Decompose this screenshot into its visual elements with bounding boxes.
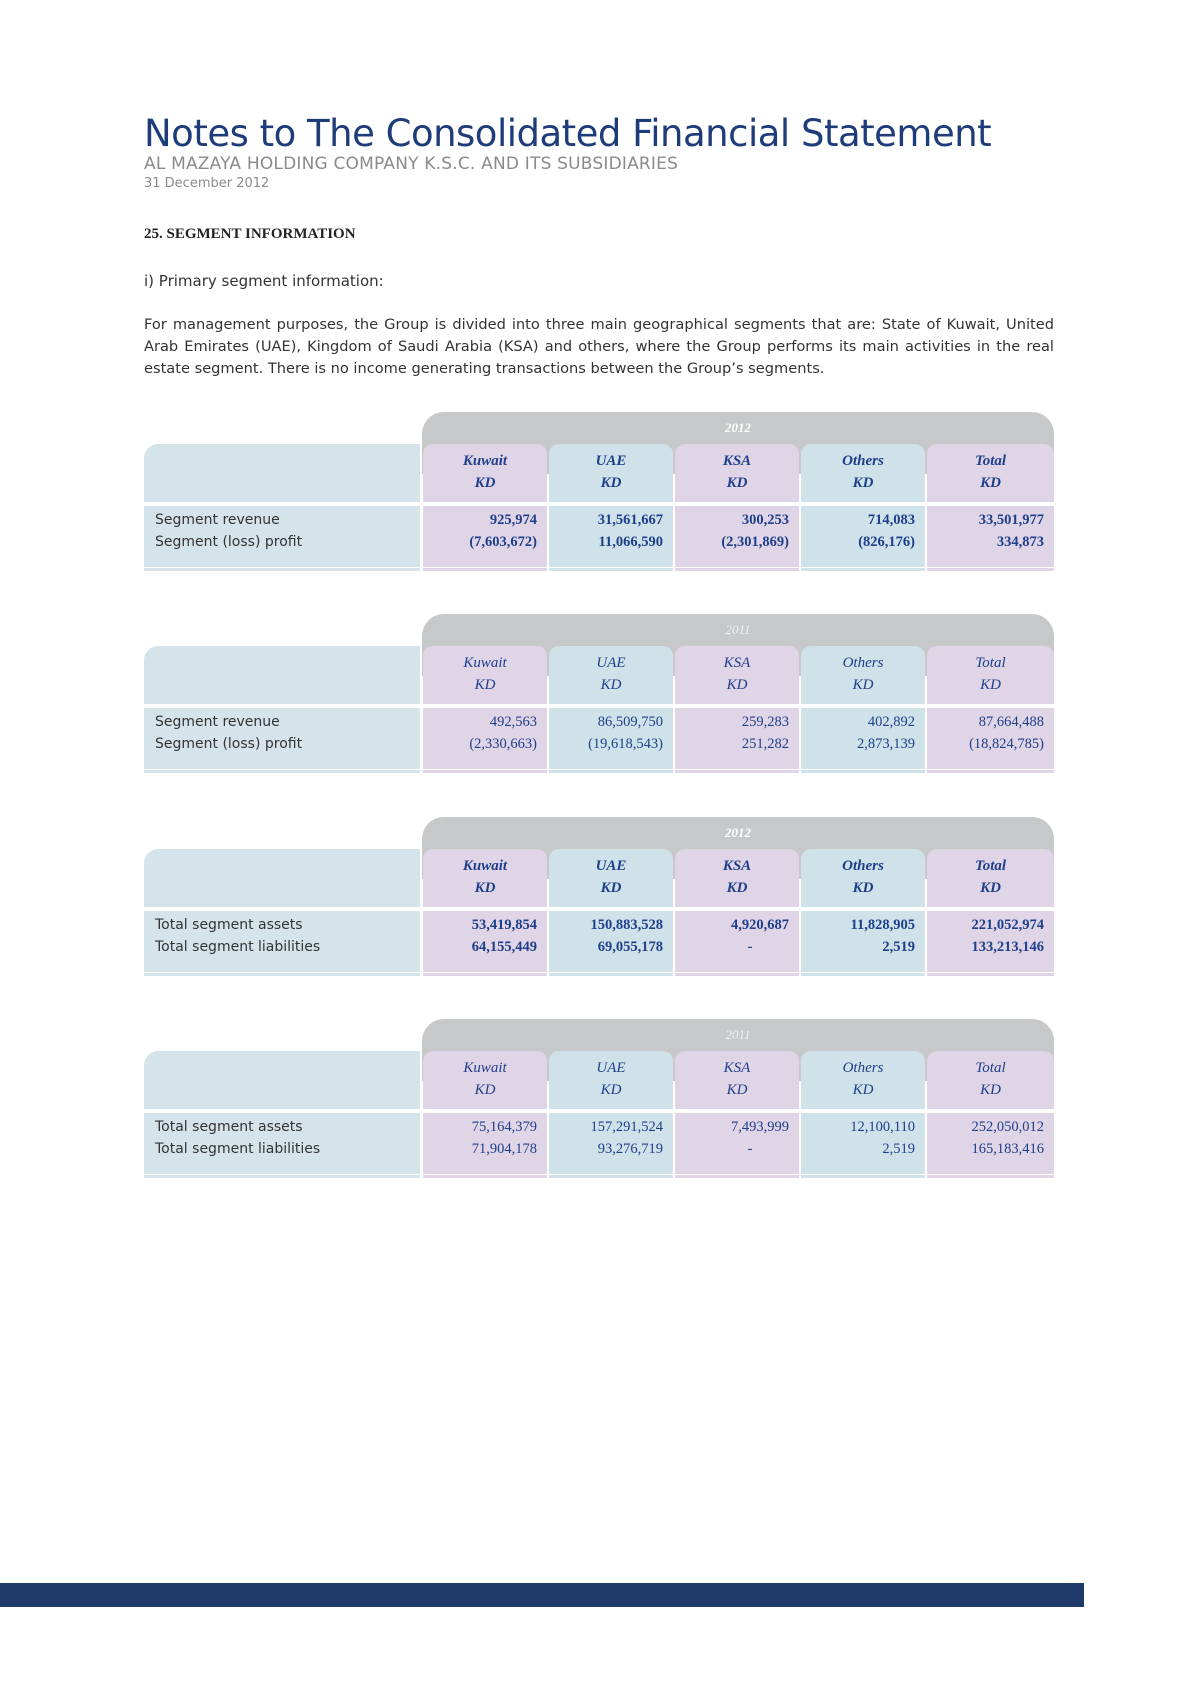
column-name: UAE xyxy=(595,453,627,469)
row-divider xyxy=(144,1110,1054,1111)
row-divider xyxy=(144,976,1054,977)
column-unit: KD xyxy=(600,880,622,896)
table-cell: 221,052,974 xyxy=(971,917,1044,933)
table-cell: - xyxy=(747,939,753,955)
statement-date: 31 December 2012 xyxy=(144,176,270,191)
table-cell: (2,301,869) xyxy=(721,534,789,550)
column-name: UAE xyxy=(596,1060,626,1076)
column-unit: KD xyxy=(600,475,622,491)
year-label: 2011 xyxy=(725,622,751,637)
column-header-uae xyxy=(549,646,673,704)
column-unit: KD xyxy=(726,880,748,896)
column-unit: KD xyxy=(980,677,1001,693)
table-cell: 93,276,719 xyxy=(597,1141,663,1157)
column-name: KSA xyxy=(722,858,752,874)
column-unit: KD xyxy=(474,677,496,693)
table-cell: 925,974 xyxy=(489,512,537,528)
column-header-kuwait xyxy=(423,1051,547,1109)
table-cell: 75,164,379 xyxy=(471,1119,537,1135)
table-cell: 492,563 xyxy=(489,714,537,730)
table-cell: 252,050,012 xyxy=(971,1119,1044,1135)
subsection-title: i) Primary segment information: xyxy=(144,272,384,290)
row-divider xyxy=(144,769,1054,770)
page-title: Notes to The Consolidated Financial Statement xyxy=(144,112,992,155)
year-label: 2012 xyxy=(725,420,751,435)
segment-table xyxy=(144,1019,1054,1179)
table-cell: 11,066,590 xyxy=(598,534,663,550)
segment-table xyxy=(144,412,1054,572)
table-cell: 11,828,905 xyxy=(850,917,915,933)
table-cell: 259,283 xyxy=(741,714,789,730)
label-column-header xyxy=(144,1051,420,1109)
segment-table xyxy=(144,614,1054,774)
table-cell: 33,501,977 xyxy=(978,512,1044,528)
column-header-others xyxy=(801,1051,925,1109)
table-cell: 4,920,687 xyxy=(731,917,789,933)
table-cell: 157,291,524 xyxy=(590,1119,663,1135)
table-cell: 251,282 xyxy=(741,736,789,752)
column-name: UAE xyxy=(595,858,627,874)
column-name: Total xyxy=(975,655,1006,671)
column-unit: KD xyxy=(474,1082,496,1098)
column-header-total xyxy=(927,849,1054,907)
table-cell: 86,509,750 xyxy=(597,714,663,730)
section-title: 25. SEGMENT INFORMATION xyxy=(144,226,356,242)
table-cell: 7,493,999 xyxy=(731,1119,789,1135)
total-liabilities-label: Total segment liabilities xyxy=(155,939,321,955)
column-name: Others xyxy=(842,453,884,469)
column-unit: KD xyxy=(852,475,874,491)
footer-bar xyxy=(0,1583,1084,1607)
column-name: Others xyxy=(842,655,884,671)
table-cell: 2,873,139 xyxy=(857,736,915,752)
table-cell: 714,083 xyxy=(867,512,915,528)
table-cell: 2,519 xyxy=(882,939,915,955)
column-unit: KD xyxy=(980,880,1001,896)
table-cell: 12,100,110 xyxy=(850,1119,915,1135)
column-unit: KD xyxy=(726,1082,748,1098)
intro-paragraph: For management purposes, the Group is divided into three main geographical segments that are: State of Kuwait, United Arab Emirates (UAE), Kingdom of Saudi Arabia (KSA) and others, where the Group performs its main activities in the real estate segment. There is no income generating transactions between the Group’s segments. xyxy=(144,316,1054,377)
year-label: 2011 xyxy=(725,1027,751,1042)
column-unit: KD xyxy=(852,1082,874,1098)
segment-profit-label: Segment (loss) profit xyxy=(155,534,303,550)
table-cell: (2,330,663) xyxy=(469,736,537,752)
year-label: 2012 xyxy=(725,825,751,840)
column-name: Others xyxy=(842,858,884,874)
table-cell: 87,664,488 xyxy=(978,714,1044,730)
row-divider xyxy=(144,972,1054,973)
total-assets-label: Total segment assets xyxy=(155,1119,303,1135)
column-unit: KD xyxy=(852,677,874,693)
segment-revenue-label: Segment revenue xyxy=(155,512,280,528)
segment-table xyxy=(144,817,1054,977)
column-header-uae xyxy=(549,849,673,907)
row-divider xyxy=(144,908,1054,909)
total-assets-label: Total segment assets xyxy=(155,917,303,933)
table-cell: 300,253 xyxy=(741,512,789,528)
row-divider xyxy=(144,705,1054,706)
column-header-ksa xyxy=(675,1051,799,1109)
row-divider xyxy=(144,503,1054,504)
column-unit: KD xyxy=(600,677,622,693)
total-liabilities-label: Total segment liabilities xyxy=(155,1141,321,1157)
column-header-ksa xyxy=(675,849,799,907)
column-unit: KD xyxy=(600,1082,622,1098)
column-name: Kuwait xyxy=(462,453,508,469)
table-cell: (18,824,785) xyxy=(969,736,1044,752)
column-unit: KD xyxy=(726,677,748,693)
table-cell: 71,904,178 xyxy=(471,1141,537,1157)
row-divider xyxy=(144,1174,1054,1175)
column-unit: KD xyxy=(474,880,496,896)
table-cell: 402,892 xyxy=(867,714,915,730)
column-name: KSA xyxy=(722,453,752,469)
table-cell: 165,183,416 xyxy=(971,1141,1044,1157)
column-header-kuwait xyxy=(423,849,547,907)
label-column-header xyxy=(144,849,420,907)
column-header-others xyxy=(801,849,925,907)
column-header-uae xyxy=(549,1051,673,1109)
column-name: KSA xyxy=(723,1060,751,1076)
column-header-uae xyxy=(549,444,673,502)
column-name: Total xyxy=(974,453,1007,469)
label-column-header xyxy=(144,646,420,704)
table-cell: 53,419,854 xyxy=(471,917,537,933)
column-name: Kuwait xyxy=(463,1060,507,1076)
row-divider xyxy=(144,567,1054,568)
column-header-ksa xyxy=(675,646,799,704)
column-header-kuwait xyxy=(423,444,547,502)
table-cell: (826,176) xyxy=(858,534,915,550)
column-name: KSA xyxy=(723,655,751,671)
column-unit: KD xyxy=(726,475,748,491)
row-divider xyxy=(144,773,1054,774)
table-cell: - xyxy=(747,1141,753,1157)
table-cell: 2,519 xyxy=(882,1141,915,1157)
table-cell: 334,873 xyxy=(996,534,1044,550)
row-divider xyxy=(144,1178,1054,1179)
table-cell: 69,055,178 xyxy=(597,939,663,955)
column-header-ksa xyxy=(675,444,799,502)
column-header-others xyxy=(801,646,925,704)
table-cell: 150,883,528 xyxy=(590,917,663,933)
column-header-others xyxy=(801,444,925,502)
column-header-total xyxy=(927,1051,1054,1109)
column-name: UAE xyxy=(596,655,626,671)
table-cell: (19,618,543) xyxy=(588,736,663,752)
row-divider xyxy=(144,571,1054,572)
column-header-total xyxy=(927,444,1054,502)
label-column-header xyxy=(144,444,420,502)
column-unit: KD xyxy=(980,1082,1001,1098)
column-header-kuwait xyxy=(423,646,547,704)
table-cell: 133,213,146 xyxy=(971,939,1044,955)
column-name: Kuwait xyxy=(462,858,508,874)
table-cell: 31,561,667 xyxy=(597,512,663,528)
column-header-total xyxy=(927,646,1054,704)
segment-revenue-label: Segment revenue xyxy=(155,714,280,730)
table-cell: (7,603,672) xyxy=(469,534,537,550)
column-name: Total xyxy=(975,1060,1006,1076)
company-name: AL MAZAYA HOLDING COMPANY K.S.C. AND ITS SUBSIDIARIES xyxy=(144,154,679,174)
column-unit: KD xyxy=(980,475,1001,491)
column-name: Total xyxy=(974,858,1007,874)
column-name: Kuwait xyxy=(463,655,507,671)
column-name: Others xyxy=(842,1060,884,1076)
table-cell: 64,155,449 xyxy=(471,939,537,955)
column-unit: KD xyxy=(474,475,496,491)
segment-profit-label: Segment (loss) profit xyxy=(155,736,303,752)
column-unit: KD xyxy=(852,880,874,896)
